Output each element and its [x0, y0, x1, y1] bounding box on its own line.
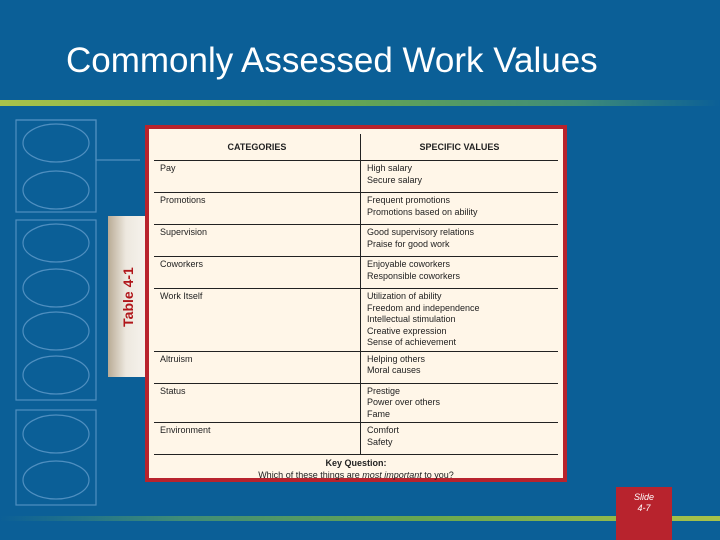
value-item: Creative expression [366, 325, 447, 336]
value-item: Power over others [366, 397, 440, 407]
slide-number-badge [616, 487, 672, 540]
value-item: Safety [366, 436, 393, 447]
key-question-title: Key Question: [325, 458, 387, 468]
table-header-row [154, 134, 558, 161]
table-row [154, 423, 558, 455]
work-values-table [154, 134, 558, 483]
value-item: Responsible coworkers [366, 270, 460, 281]
value-item: Praise for good work [366, 238, 450, 249]
key-question-emphasis: most important [362, 469, 422, 480]
table-row [154, 193, 558, 225]
key-question-cell [154, 455, 558, 484]
category-cell: Status [154, 383, 360, 423]
value-item: Fame [366, 408, 390, 419]
side-tab-label-wrap [108, 216, 148, 377]
table-row [154, 289, 558, 352]
table-row [154, 161, 558, 193]
category-cell: Promotions [154, 193, 360, 225]
values-cell [360, 193, 558, 225]
header-categories: CATEGORIES [154, 134, 360, 161]
table-row [154, 383, 558, 423]
value-item: Comfort [366, 425, 399, 435]
slide-badge-number: 4-7 [637, 503, 651, 513]
slide-badge-word: Slide [633, 492, 654, 502]
value-item: Promotions based on ability [366, 206, 478, 217]
values-cell [360, 423, 558, 455]
value-item: Helping others [366, 353, 425, 364]
table-number-label: Table 4-1 [120, 266, 136, 327]
category-cell: Work Itself [154, 289, 360, 352]
slide-title: Commonly Assessed Work Values [66, 41, 598, 80]
value-item: Sense of achievement [366, 337, 457, 347]
value-item: Utilization of ability [366, 291, 442, 301]
value-item: Secure salary [366, 174, 422, 185]
values-cell [360, 225, 558, 257]
category-cell: Supervision [154, 225, 360, 257]
values-cell [360, 383, 558, 423]
category-cell: Environment [154, 423, 360, 455]
value-item: Moral causes [366, 365, 421, 375]
category-cell: Pay [154, 161, 360, 193]
values-cell [360, 289, 558, 352]
bottom-divider-line [0, 516, 720, 521]
table-frame [145, 125, 567, 482]
category-cell: Altruism [154, 351, 360, 383]
values-cell [360, 351, 558, 383]
value-item: Prestige [366, 385, 400, 396]
table-row [154, 257, 558, 289]
category-cell: Coworkers [154, 257, 360, 289]
value-item: Intellectual stimulation [366, 314, 456, 324]
value-item: Freedom and independence [366, 302, 480, 313]
values-cell [360, 257, 558, 289]
key-question-prefix: Which of these things are [258, 469, 363, 480]
value-item: High salary [366, 163, 412, 173]
value-item: Enjoyable coworkers [366, 259, 450, 269]
table-row [154, 351, 558, 383]
value-item: Frequent promotions [366, 195, 450, 205]
values-cell [360, 161, 558, 193]
value-item: Good supervisory relations [366, 227, 475, 237]
key-question-suffix: to you? [421, 469, 454, 480]
table-row [154, 225, 558, 257]
header-specific-values: SPECIFIC VALUES [360, 134, 558, 161]
key-question-row [154, 455, 558, 484]
